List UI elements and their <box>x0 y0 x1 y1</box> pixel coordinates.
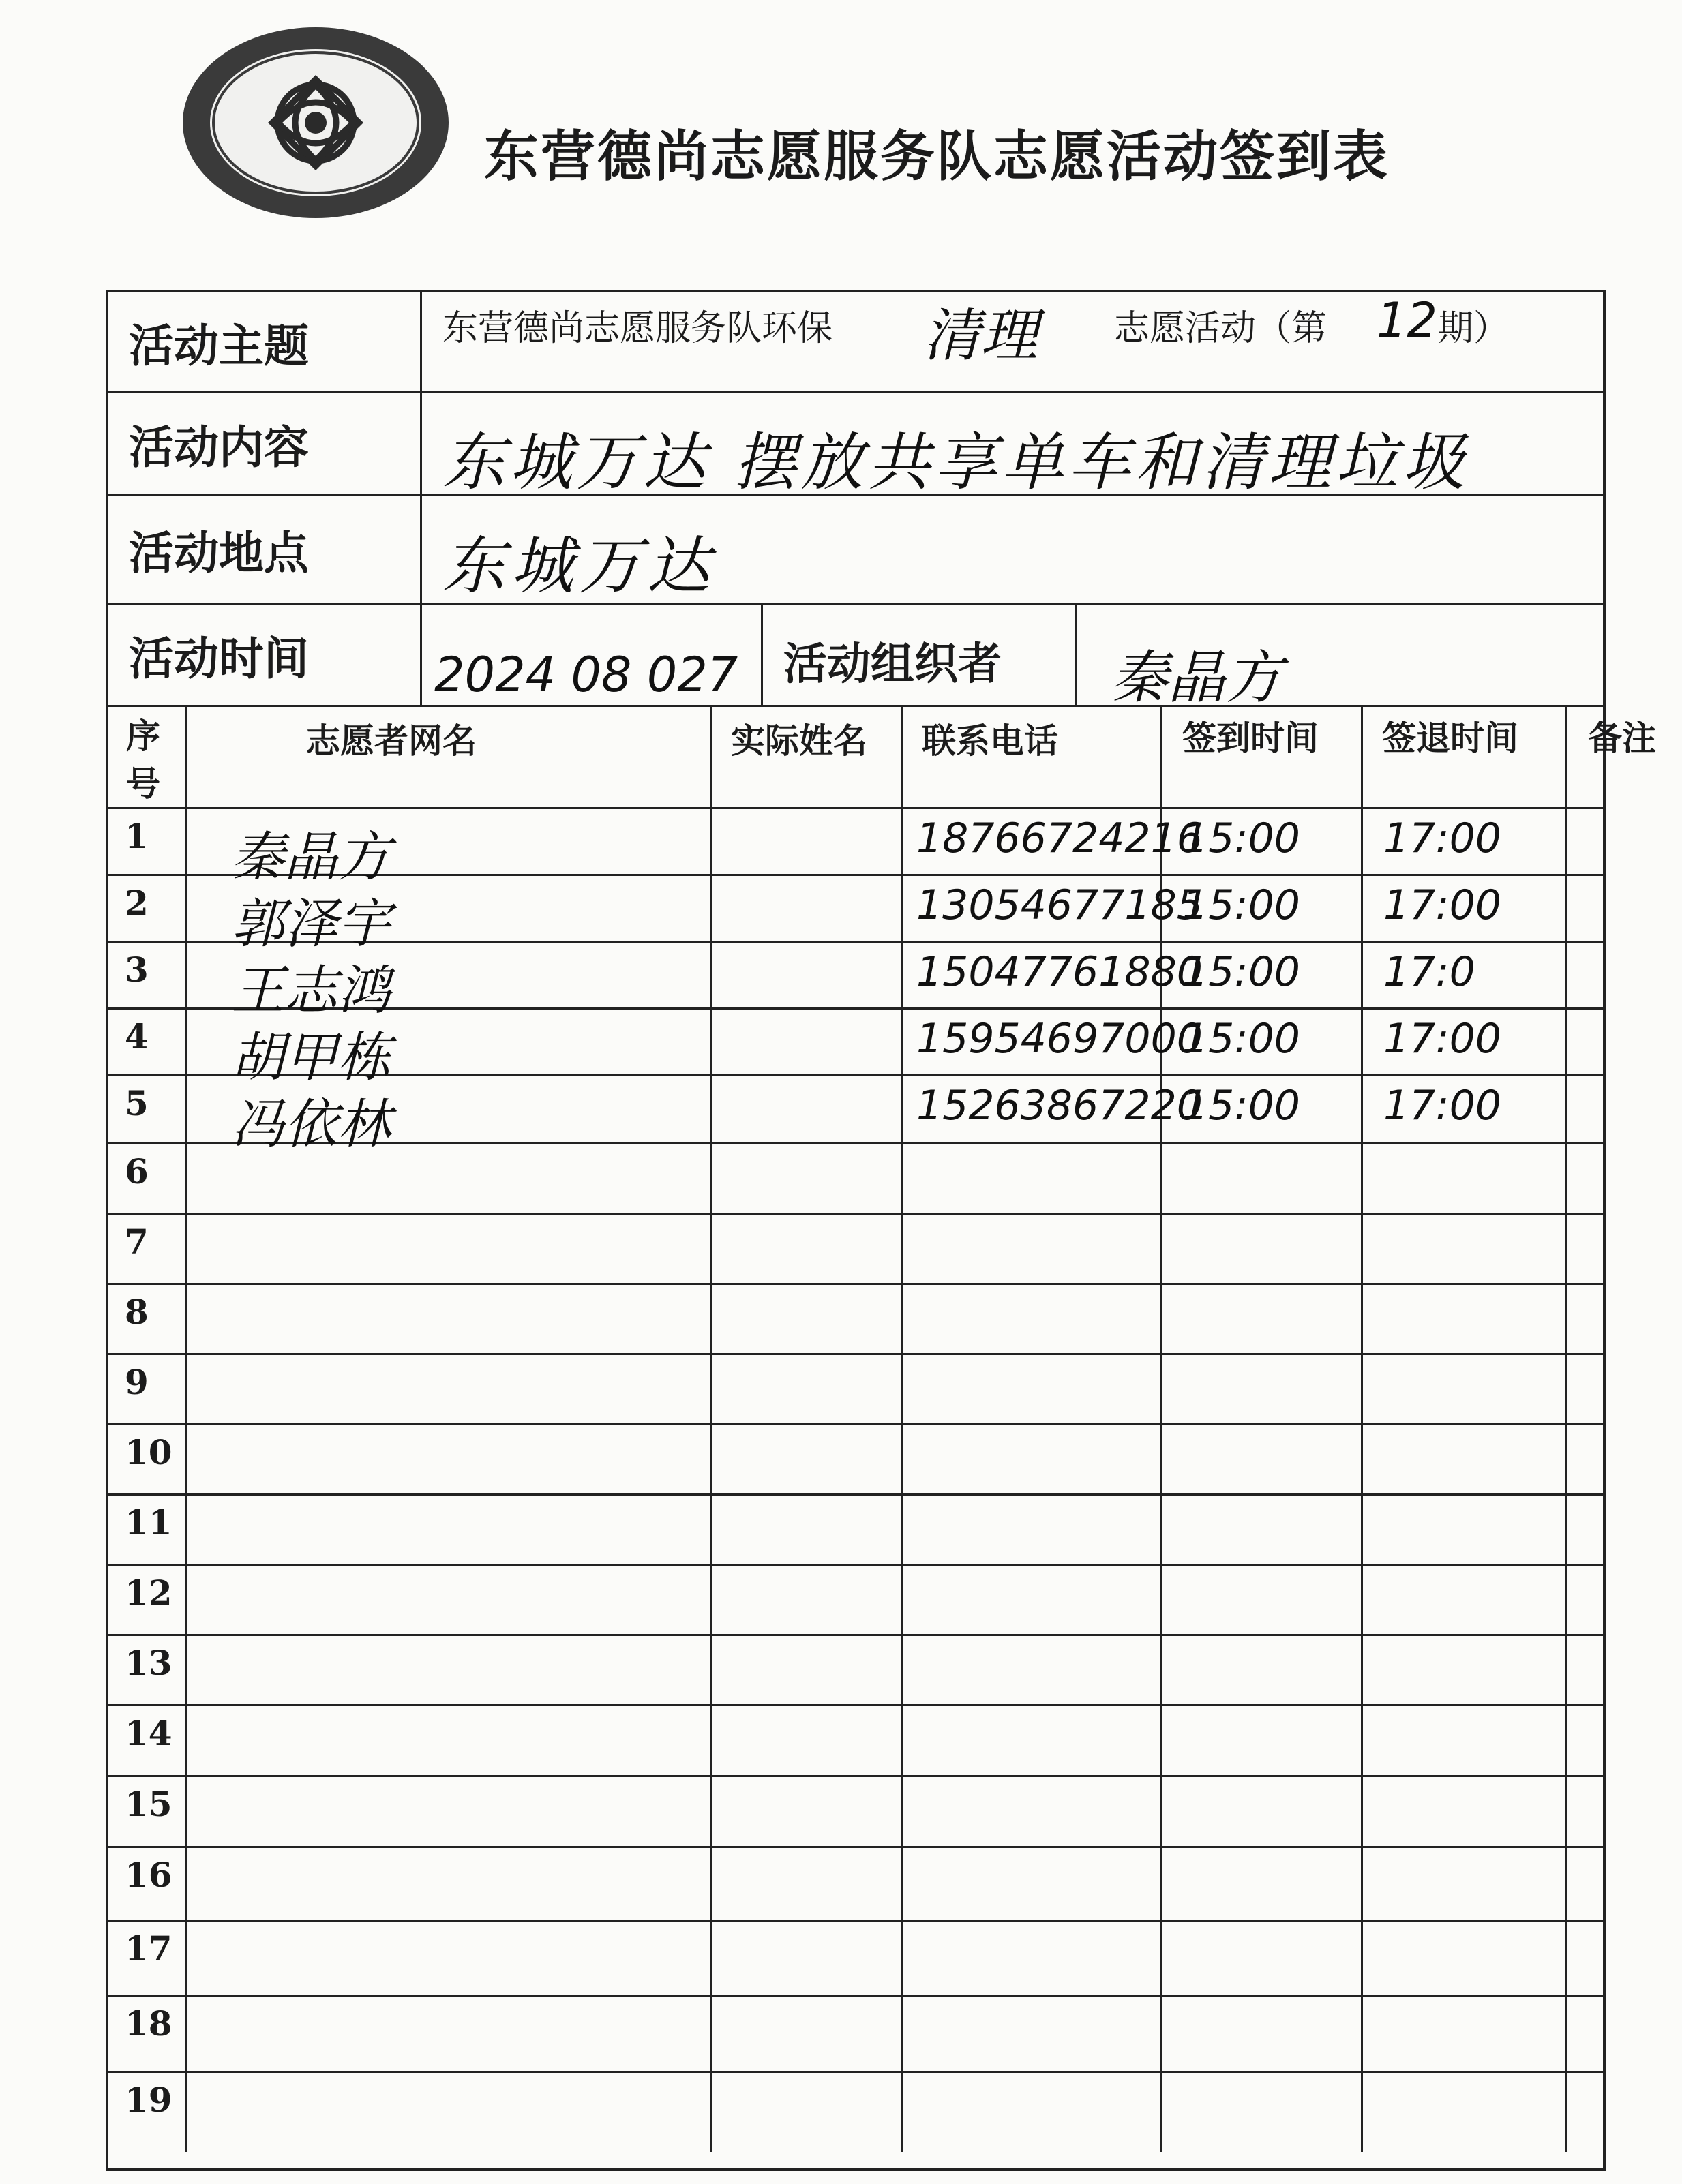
location-label: 活动地点 <box>108 496 422 603</box>
cell-phone <box>903 1144 1162 1213</box>
cell-checkin <box>1162 1777 1363 1846</box>
signin-sheet <box>106 290 1656 2171</box>
cell-real_name <box>712 809 903 874</box>
header-nickname-cell <box>187 707 712 807</box>
table-row <box>108 1777 1603 1848</box>
cell-checkin <box>1162 1566 1363 1634</box>
cell-checkout <box>1363 1496 1567 1564</box>
row-seq: 14 <box>125 1713 172 1753</box>
cell-nickname <box>187 1566 712 1634</box>
theme-prefix: 东营德尚志愿服务队环保 <box>442 308 833 349</box>
table-row <box>108 1496 1603 1566</box>
organizer-value: 秦晶方 <box>1111 644 1283 711</box>
row-seq: 3 <box>125 950 149 990</box>
cell-phone <box>903 1496 1162 1564</box>
cell-checkin <box>1162 1636 1363 1704</box>
row-checkin: 15:00 <box>1182 948 1300 996</box>
volunteer-team-logo <box>176 20 455 225</box>
table-row <box>108 1144 1603 1215</box>
cell-nickname <box>187 1848 712 1920</box>
row-seq: 19 <box>125 2080 172 2120</box>
header-realname-cell <box>712 707 903 807</box>
row-phone: 15047761880 <box>916 948 1203 996</box>
row-seq: 11 <box>125 1502 172 1543</box>
cell-checkout <box>1363 1566 1567 1634</box>
time-label: 活动时间 <box>108 605 422 705</box>
cell-checkout <box>1363 1636 1567 1704</box>
header-phone-cell <box>903 707 1162 807</box>
table-row <box>108 1706 1603 1777</box>
cell-nickname <box>187 1355 712 1423</box>
row-checkout: 17:00 <box>1383 1015 1501 1063</box>
cell-phone <box>903 1922 1162 1995</box>
cell-phone <box>903 1636 1162 1704</box>
cell-checkout <box>1363 1922 1567 1995</box>
time-row <box>108 605 1603 711</box>
header-seq-cell <box>108 707 187 807</box>
row-seq: 18 <box>125 2003 172 2044</box>
header-note: 备注 <box>1588 718 1656 758</box>
issue-number: 12 <box>1377 292 1438 348</box>
document-title: 东营德尚志愿服务队志愿活动签到表 <box>484 124 1390 188</box>
cell-phone <box>903 1355 1162 1423</box>
row-checkin: 15:00 <box>1182 1015 1300 1063</box>
header-checkin-cell <box>1162 707 1363 807</box>
row-checkin: 15:00 <box>1182 881 1300 929</box>
cell-nickname <box>187 1997 712 2071</box>
row-checkin: 15:00 <box>1182 1082 1300 1129</box>
table-row <box>108 1076 1603 1155</box>
cell-phone <box>903 1706 1162 1775</box>
cell-checkout <box>1363 2073 1567 2152</box>
table-row <box>108 1566 1603 1636</box>
cell-nickname <box>187 1496 712 1564</box>
cell-checkin <box>1162 1425 1363 1493</box>
table-row <box>108 809 1603 888</box>
header-phone: 联系电话 <box>922 721 1058 761</box>
cell-checkout <box>1363 1706 1567 1775</box>
theme-row <box>108 292 1603 393</box>
row-phone: 13054677185 <box>916 881 1203 929</box>
cell-phone <box>903 2073 1162 2152</box>
cell-checkin <box>1162 2073 1363 2152</box>
table-row <box>108 1997 1603 2073</box>
row-phone: 15263867220 <box>916 1082 1203 1129</box>
row-seq: 7 <box>125 1222 149 1262</box>
header-checkout: 签退时间 <box>1382 718 1518 758</box>
row-nickname: 胡甲栋 <box>231 1027 391 1089</box>
cell-real_name <box>712 1496 903 1564</box>
cell-nickname <box>187 1144 712 1213</box>
table-row <box>108 1848 1603 1922</box>
cell-real_name <box>712 1285 903 1353</box>
cell-checkin <box>1162 1706 1363 1775</box>
cell-checkin <box>1162 1285 1363 1353</box>
cell-phone <box>903 1848 1162 1920</box>
cell-real_name <box>712 1922 903 1995</box>
cell-phone <box>903 1777 1162 1846</box>
cell-real_name <box>712 876 903 941</box>
cell-checkout <box>1363 1848 1567 1920</box>
row-seq: 1 <box>125 816 149 856</box>
cell-phone <box>903 1566 1162 1634</box>
table-row <box>108 876 1603 955</box>
cell-checkout <box>1363 1777 1567 1846</box>
cell-real_name <box>712 1144 903 1213</box>
content-row <box>108 393 1603 499</box>
row-nickname: 王志鸿 <box>231 960 391 1022</box>
organizer-label-cell <box>763 605 1077 705</box>
cell-nickname <box>187 1425 712 1493</box>
time-value-cell <box>422 605 763 705</box>
theme-end: 期） <box>1438 308 1510 349</box>
cell-checkout <box>1363 1144 1567 1213</box>
table-row <box>108 943 1603 1022</box>
cell-checkin <box>1162 1355 1363 1423</box>
cell-real_name <box>712 1355 903 1423</box>
row-checkout: 17:00 <box>1383 1082 1501 1129</box>
row-nickname: 郭泽宇 <box>231 894 391 955</box>
cell-real_name <box>712 1777 903 1846</box>
cell-checkout <box>1363 1997 1567 2071</box>
cell-phone <box>903 1285 1162 1353</box>
row-checkin: 15:00 <box>1182 815 1300 862</box>
logo-seal-icon <box>176 20 455 225</box>
row-seq: 8 <box>125 1292 149 1332</box>
cell-checkout <box>1363 1215 1567 1283</box>
cell-nickname <box>187 2073 712 2152</box>
row-seq: 5 <box>125 1083 149 1123</box>
row-checkout: 17:00 <box>1383 815 1501 862</box>
header-seq: 序号 <box>126 716 160 804</box>
cell-real_name <box>712 1010 903 1074</box>
cell-phone <box>903 1215 1162 1283</box>
cell-real_name <box>712 1636 903 1704</box>
row-nickname: 冯依林 <box>231 1094 391 1155</box>
cell-real_name <box>712 1425 903 1493</box>
cell-real_name <box>712 1566 903 1634</box>
cell-real_name <box>712 2073 903 2152</box>
cell-checkin <box>1162 1997 1363 2071</box>
header-checkin: 签到时间 <box>1182 718 1319 758</box>
theme-label: 活动主题 <box>108 292 422 391</box>
cell-checkin <box>1162 1215 1363 1283</box>
row-seq: 13 <box>125 1643 172 1683</box>
cell-checkin <box>1162 1144 1363 1213</box>
row-nickname: 秦晶方 <box>231 827 391 888</box>
cell-nickname <box>187 1777 712 1846</box>
cell-real_name <box>712 943 903 1007</box>
cell-checkout <box>1363 1285 1567 1353</box>
header-nickname: 志愿者网名 <box>306 721 477 761</box>
table-row <box>108 1010 1603 1089</box>
table-row <box>108 1425 1603 1496</box>
header-checkout-cell <box>1363 707 1567 807</box>
table-row <box>108 1355 1603 1425</box>
cell-nickname <box>187 1285 712 1353</box>
location-value: 东城万达 <box>442 530 716 603</box>
cell-checkin <box>1162 1848 1363 1920</box>
table-header-row <box>108 707 1656 809</box>
cell-real_name <box>712 1997 903 2071</box>
row-phone: 18766724216 <box>916 815 1203 862</box>
location-row <box>108 496 1603 605</box>
table-row <box>108 2073 1603 2152</box>
row-seq: 4 <box>125 1016 149 1057</box>
row-seq: 10 <box>125 1432 172 1472</box>
content-value: 东城万达 摆放共享单车和清理垃圾 <box>442 426 1469 499</box>
row-seq: 12 <box>125 1573 172 1613</box>
row-seq: 2 <box>125 883 149 923</box>
row-checkout: 17:0 <box>1383 948 1475 996</box>
content-label: 活动内容 <box>108 393 422 494</box>
cell-real_name <box>712 1848 903 1920</box>
cell-real_name <box>712 1706 903 1775</box>
cell-nickname <box>187 1922 712 1995</box>
row-seq: 6 <box>125 1151 149 1192</box>
row-seq: 9 <box>125 1362 149 1402</box>
cell-phone <box>903 1997 1162 2071</box>
theme-suffix: 志愿活动（第 <box>1114 308 1327 349</box>
row-checkout: 17:00 <box>1383 881 1501 929</box>
table-row <box>108 1285 1603 1355</box>
time-value: 2024 08 027 <box>434 647 738 703</box>
cell-checkout <box>1363 1425 1567 1493</box>
cell-checkin <box>1162 1922 1363 1995</box>
row-phone: 15954697000 <box>916 1015 1203 1063</box>
table-row <box>108 1922 1603 1997</box>
cell-checkout <box>1363 1355 1567 1423</box>
cell-checkin <box>1162 1496 1363 1564</box>
cell-nickname <box>187 1215 712 1283</box>
table-row <box>108 1215 1603 1285</box>
cell-real_name <box>712 1215 903 1283</box>
cell-real_name <box>712 1076 903 1142</box>
organizer-label: 活动组织者 <box>783 639 1002 690</box>
row-seq: 17 <box>125 1928 172 1969</box>
theme-handwritten: 清理 <box>923 302 1038 369</box>
cell-nickname <box>187 1636 712 1704</box>
row-seq: 15 <box>125 1784 172 1824</box>
cell-phone <box>903 1425 1162 1493</box>
table-row <box>108 1636 1603 1706</box>
row-seq: 16 <box>125 1855 172 1895</box>
header-realname: 实际姓名 <box>731 721 867 761</box>
cell-nickname <box>187 1706 712 1775</box>
